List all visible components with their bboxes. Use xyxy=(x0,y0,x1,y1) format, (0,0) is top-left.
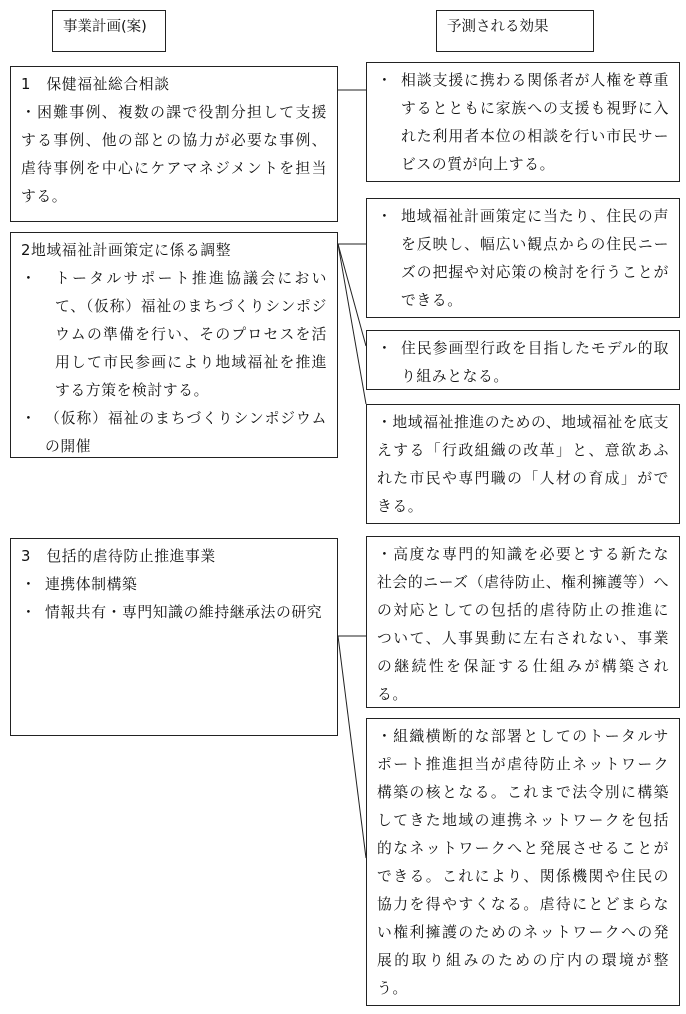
effect-1-text: 相談支援に携わる関係者が人権を尊重するとともに家族への支援も視野に入れた利用者本位の相談を行い市民サービスの質が向上する。 xyxy=(401,72,669,173)
effect-4 xyxy=(366,404,680,524)
connector-2-to-effect-4 xyxy=(338,244,366,404)
plan-item-2-title: 2地域福祉計画策定に係る調整 xyxy=(21,242,232,259)
effect-5 xyxy=(366,536,680,708)
effect-6 xyxy=(366,718,680,1006)
plan-item-2 xyxy=(10,232,338,458)
effects-header xyxy=(436,10,594,52)
plan-item-1-text: ・困難事例、複数の課で役割分担して支援する事例、他の部との協力が必要な事例、虐待事例を中心にケアマネジメントを担当する。 xyxy=(21,104,327,205)
effect-2: ・ 地域福祉計画策定に当たり、住民の声を反映し、幅広い観点からの住民ニーズの把握や対応策の検討を行うことができる。 xyxy=(366,198,680,318)
connector-3-to-effect-6 xyxy=(338,636,366,858)
effect-3: ・ 住民参画型行政を目指したモデル的取り組みとなる。 xyxy=(366,330,680,390)
plan-header-label: 事業計画(案) xyxy=(63,19,147,35)
plan-item-1 xyxy=(10,66,338,222)
effect-4-text: ・地域福祉推進のための、地域福祉を底支えする「行政組織の改革」と、意欲あふれた市民や専門職の「人材の育成」ができる。 xyxy=(377,414,669,515)
plan-header xyxy=(52,10,166,52)
effect-2-text: 地域福祉計画策定に当たり、住民の声を反映し、幅広い観点からの住民ニーズの把握や対応策の検討を行うことができる。 xyxy=(401,208,669,309)
effect-1: ・ 相談支援に携わる関係者が人権を尊重するとともに家族への支援も視野に入れた利用者本位の相談を行い市民サービスの質が向上する。 xyxy=(366,62,680,182)
plan-item-3-bullet: ・ 情報共有・専門知識の維持継承法の研究 xyxy=(21,604,323,621)
plan-item-3-title: 3 包括的虐待防止推進事業 xyxy=(21,548,216,565)
effect-3-text: 住民参画型行政を目指したモデル的取り組みとなる。 xyxy=(401,340,669,385)
effect-6-text: ・組織横断的な部署としてのトータルサポート推進担当が虐待防止ネットワーク構築の核となる。これまで法令別に構築してきた地域の連携ネットワークを包括的なネットワークへと発展させることができる。これにより、関係機関や住民の協力を得やすくなる。虐待にとどまらない権利擁護のためのネットワークへの発展的取り組みのための庁内の環境が整う。 xyxy=(377,728,669,997)
plan-item-3-bullet: ・ 連携体制構築 xyxy=(21,576,138,593)
effect-5-text: ・高度な専門的知識を必要とする新たな社会的ニーズ（虐待防止、権利擁護等）への対応としての包括的虐待防止の推進について、人事異動に左右されない、事業の継続性を保証する仕組みが構築される。 xyxy=(377,546,669,703)
effects-header-label: 予測される効果 xyxy=(447,19,549,35)
plan-item-2-bullet: ・ （仮称）福祉のまちづくりシンポジウムの開催 xyxy=(21,410,327,455)
plan-item-3 xyxy=(10,538,338,736)
connector-2-to-effect-3 xyxy=(338,244,366,346)
plan-item-2-bullet: ・ トータルサポート推進協議会において、（仮称）福祉のまちづくりシンポジウムの準備を行い、そのプロセスを活用して市民参画により地域福祉を推進する方策を検討する。 xyxy=(21,270,327,399)
plan-item-1-title: 1 保健福祉総合相談 xyxy=(21,76,170,93)
